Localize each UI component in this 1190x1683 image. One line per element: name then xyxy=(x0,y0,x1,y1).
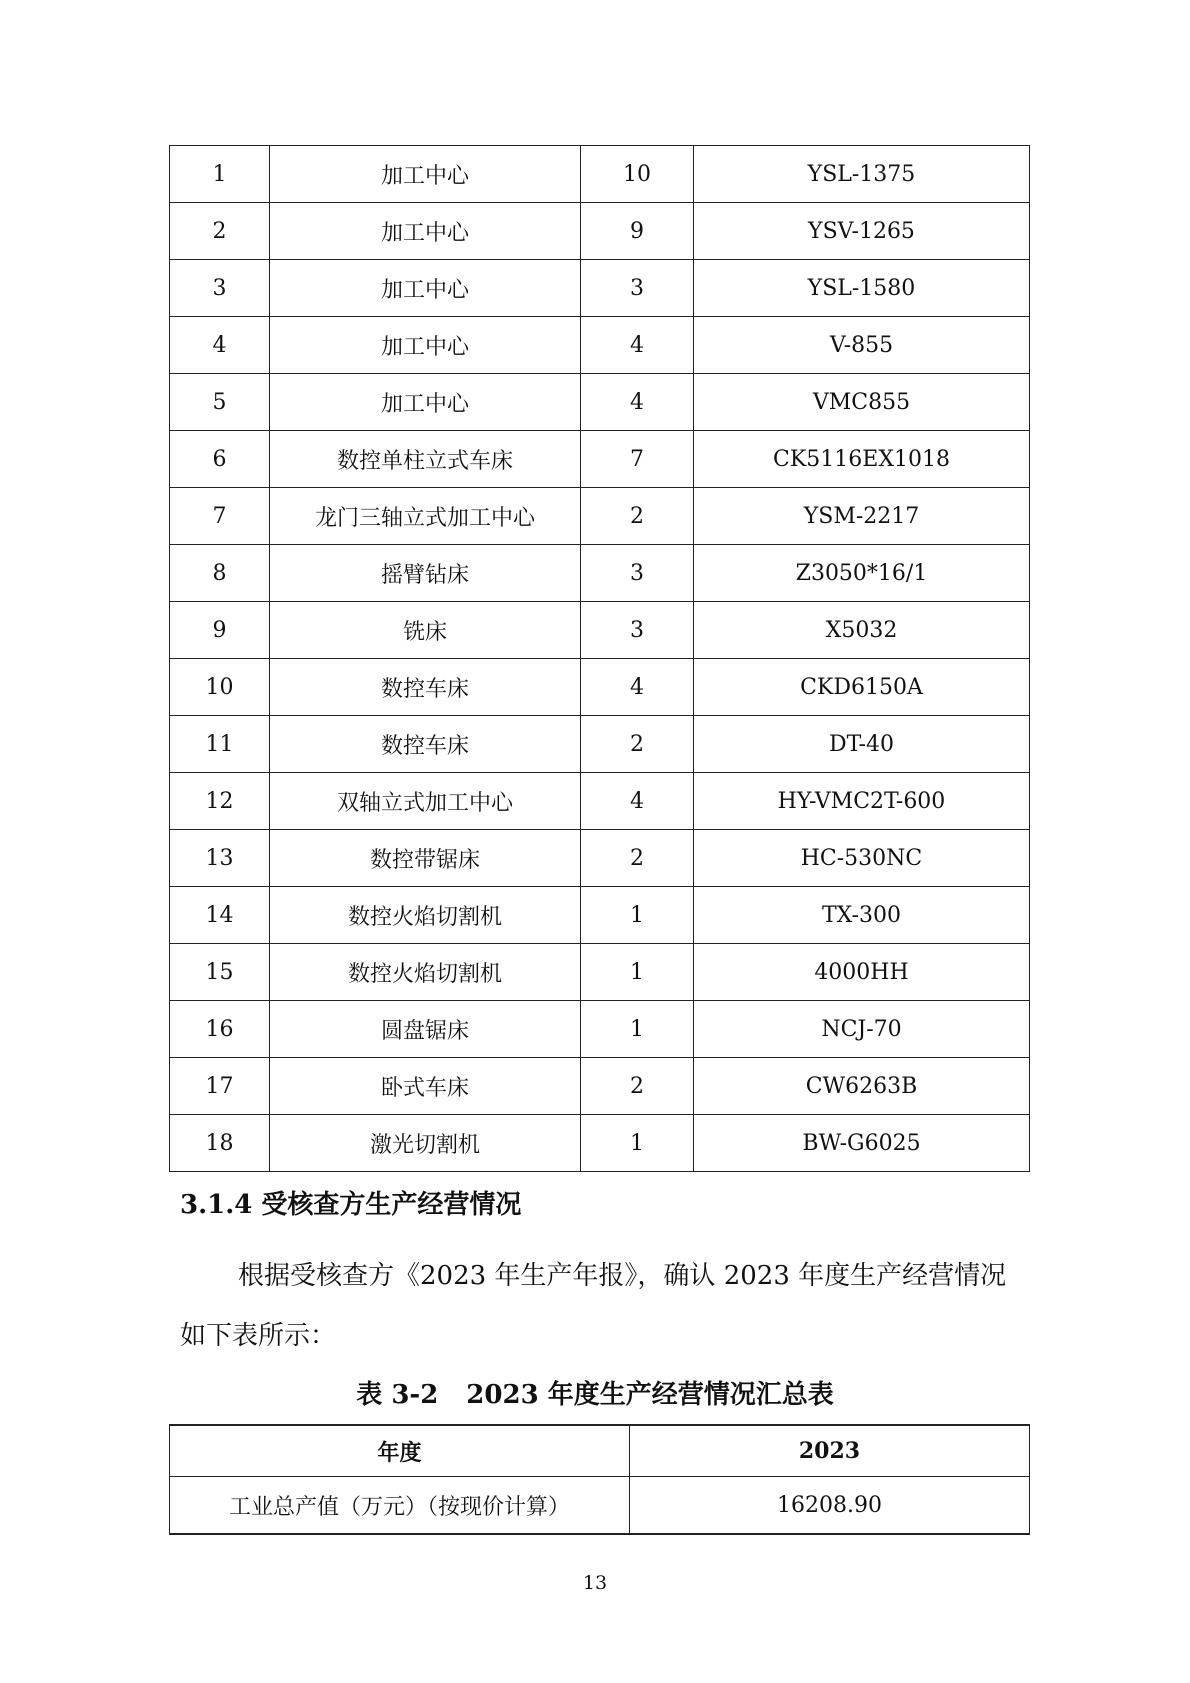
table-row xyxy=(170,944,1030,1001)
summary-header-label: 年度 xyxy=(170,1425,630,1477)
model-cell: YSV-1265 xyxy=(694,203,1030,260)
table-row xyxy=(170,203,1030,260)
model-cell: YSM-2217 xyxy=(694,488,1030,545)
body-paragraph: 根据受核查方《2023 年生产年报》，确认 2023 年度生产经营情况如下表所示： xyxy=(180,1261,1007,1351)
quantity-cell: 4 xyxy=(581,659,694,716)
equipment-name-cell: 数控车床 xyxy=(270,659,581,716)
quantity-cell: 2 xyxy=(581,716,694,773)
equipment-table-body xyxy=(170,146,1030,1172)
table-row xyxy=(170,146,1030,203)
section-heading: 3.1.4 受核查方生产经营情况 xyxy=(180,1190,522,1220)
quantity-cell: 2 xyxy=(581,488,694,545)
model-cell: VMC855 xyxy=(694,374,1030,431)
row-number-cell: 11 xyxy=(170,716,270,773)
quantity-cell: 2 xyxy=(581,830,694,887)
equipment-name-cell: 激光切割机 xyxy=(270,1115,581,1172)
equipment-name-cell: 数控带锯床 xyxy=(270,830,581,887)
equipment-name-cell: 圆盘锯床 xyxy=(270,1001,581,1058)
row-number-cell: 3 xyxy=(170,260,270,317)
model-cell: BW-G6025 xyxy=(694,1115,1030,1172)
row-number-cell: 5 xyxy=(170,374,270,431)
summary-header-row xyxy=(170,1425,1030,1477)
table-row xyxy=(170,659,1030,716)
table-caption xyxy=(0,1374,1190,1411)
equipment-name-cell: 加工中心 xyxy=(270,146,581,203)
quantity-cell: 4 xyxy=(581,374,694,431)
row-number-cell: 4 xyxy=(170,317,270,374)
summary-data-row xyxy=(170,1477,1030,1535)
model-cell: V-855 xyxy=(694,317,1030,374)
table-caption-number: 表 3-2 xyxy=(356,1380,439,1410)
equipment-name-cell: 加工中心 xyxy=(270,317,581,374)
table-caption-title: 2023 年度生产经营情况汇总表 xyxy=(466,1380,834,1410)
quantity-cell: 9 xyxy=(581,203,694,260)
row-number-cell: 10 xyxy=(170,659,270,716)
summary-row-label: 工业总产值（万元）（按现价计算） xyxy=(170,1477,630,1535)
summary-header-value: 2023 xyxy=(630,1425,1030,1477)
equipment-name-cell: 摇臂钻床 xyxy=(270,545,581,602)
model-cell: HC-530NC xyxy=(694,830,1030,887)
model-cell: HY-VMC2T-600 xyxy=(694,773,1030,830)
equipment-name-cell: 数控单柱立式车床 xyxy=(270,431,581,488)
model-cell: NCJ-70 xyxy=(694,1001,1030,1058)
quantity-cell: 3 xyxy=(581,602,694,659)
quantity-cell: 10 xyxy=(581,146,694,203)
row-number-cell: 15 xyxy=(170,944,270,1001)
quantity-cell: 1 xyxy=(581,1001,694,1058)
model-cell: 4000HH xyxy=(694,944,1030,1001)
equipment-table xyxy=(169,145,1030,1172)
quantity-cell: 1 xyxy=(581,887,694,944)
table-row xyxy=(170,1115,1030,1172)
equipment-name-cell: 加工中心 xyxy=(270,374,581,431)
row-number-cell: 2 xyxy=(170,203,270,260)
equipment-name-cell: 卧式车床 xyxy=(270,1058,581,1115)
summary-table xyxy=(169,1424,1030,1535)
table-row xyxy=(170,887,1030,944)
row-number-cell: 14 xyxy=(170,887,270,944)
row-number-cell: 13 xyxy=(170,830,270,887)
model-cell: YSL-1580 xyxy=(694,260,1030,317)
table-row xyxy=(170,1058,1030,1115)
equipment-name-cell: 数控车床 xyxy=(270,716,581,773)
table-row xyxy=(170,830,1030,887)
model-cell: Z3050*16/1 xyxy=(694,545,1030,602)
table-row xyxy=(170,431,1030,488)
table-row xyxy=(170,317,1030,374)
row-number-cell: 7 xyxy=(170,488,270,545)
summary-row-value: 16208.90 xyxy=(630,1477,1030,1535)
row-number-cell: 6 xyxy=(170,431,270,488)
row-number-cell: 8 xyxy=(170,545,270,602)
model-cell: YSL-1375 xyxy=(694,146,1030,203)
quantity-cell: 4 xyxy=(581,773,694,830)
table-row xyxy=(170,545,1030,602)
row-number-cell: 18 xyxy=(170,1115,270,1172)
model-cell: CKD6150A xyxy=(694,659,1030,716)
row-number-cell: 16 xyxy=(170,1001,270,1058)
quantity-cell: 2 xyxy=(581,1058,694,1115)
page-number: 13 xyxy=(582,1572,608,1594)
table-row xyxy=(170,602,1030,659)
model-cell: X5032 xyxy=(694,602,1030,659)
equipment-name-cell: 龙门三轴立式加工中心 xyxy=(270,488,581,545)
equipment-name-cell: 加工中心 xyxy=(270,260,581,317)
quantity-cell: 3 xyxy=(581,260,694,317)
equipment-name-cell: 双轴立式加工中心 xyxy=(270,773,581,830)
table-row xyxy=(170,716,1030,773)
model-cell: DT-40 xyxy=(694,716,1030,773)
equipment-name-cell: 数控火焰切割机 xyxy=(270,944,581,1001)
row-number-cell: 1 xyxy=(170,146,270,203)
row-number-cell: 17 xyxy=(170,1058,270,1115)
quantity-cell: 7 xyxy=(581,431,694,488)
table-row xyxy=(170,488,1030,545)
row-number-cell: 9 xyxy=(170,602,270,659)
model-cell: CK5116EX1018 xyxy=(694,431,1030,488)
row-number-cell: 12 xyxy=(170,773,270,830)
table-row xyxy=(170,374,1030,431)
quantity-cell: 4 xyxy=(581,317,694,374)
equipment-name-cell: 铣床 xyxy=(270,602,581,659)
table-row xyxy=(170,260,1030,317)
equipment-name-cell: 数控火焰切割机 xyxy=(270,887,581,944)
model-cell: TX-300 xyxy=(694,887,1030,944)
model-cell: CW6263B xyxy=(694,1058,1030,1115)
quantity-cell: 1 xyxy=(581,944,694,1001)
quantity-cell: 3 xyxy=(581,545,694,602)
table-row xyxy=(170,773,1030,830)
quantity-cell: 1 xyxy=(581,1115,694,1172)
equipment-name-cell: 加工中心 xyxy=(270,203,581,260)
table-row xyxy=(170,1001,1030,1058)
